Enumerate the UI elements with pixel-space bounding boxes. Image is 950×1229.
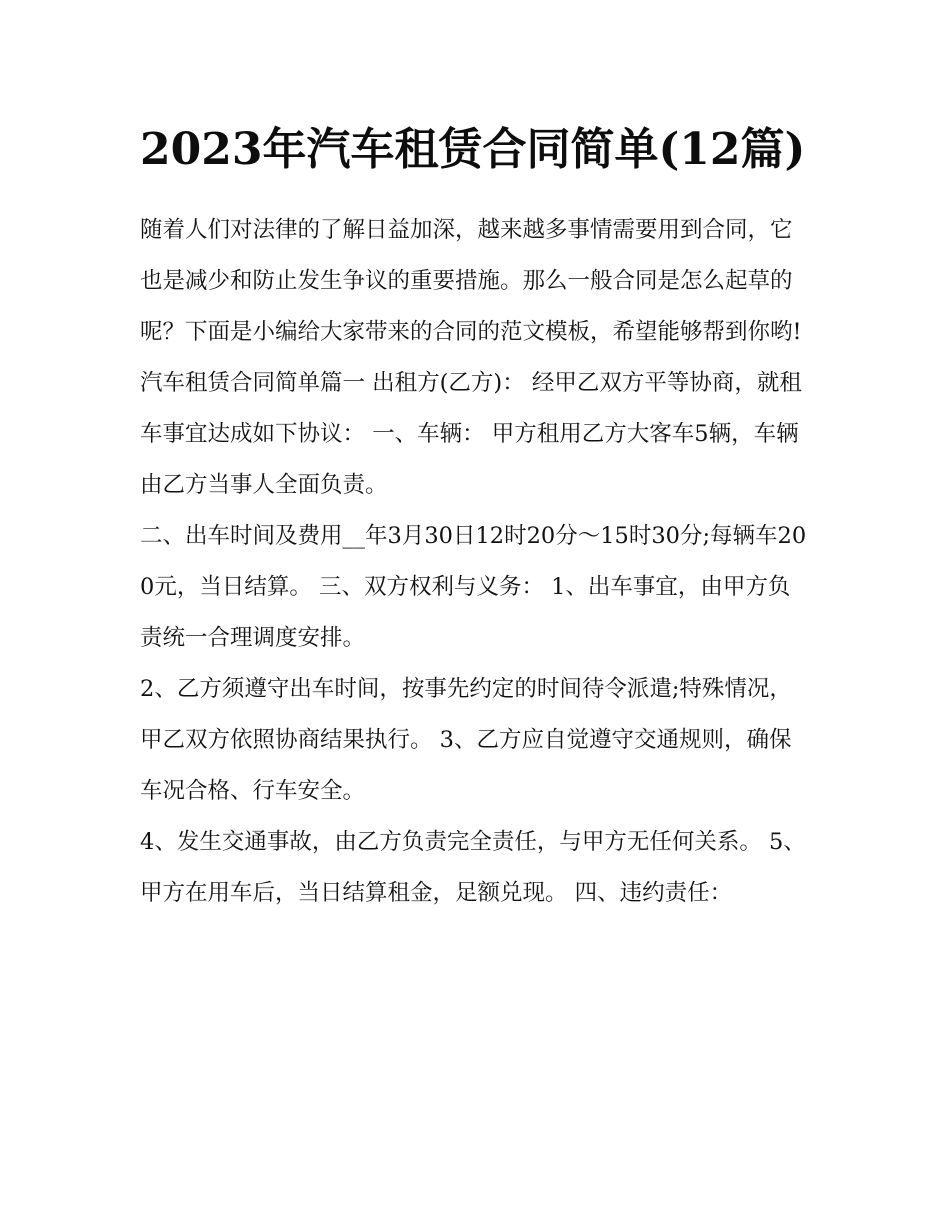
document-title: 2023年汽车租赁合同简单(12篇) (140, 124, 806, 175)
intro-paragraph: 随着人们对法律的了解日益加深，越来越多事情需要用到合同，它也是减少和防止发生争议的重要措施。那么一般合同是怎么起草的呢？下面是小编给大家带来的合同的范文模板，希望能够帮到你哟! (140, 217, 802, 345)
contract-paragraph-1: 汽车租赁合同简单篇一 出租方(乙方)： 经甲乙双方平等协商，就租车事宜达成如下协议： 一、车辆： 甲方租用乙方大客车5辆，车辆由乙方当事人全面负责。 (140, 370, 802, 498)
document-body (140, 112, 812, 919)
contract-paragraph-4: 4、发生交通事故，由乙方负责完全责任，与甲方无任何关系。 5、甲方在用车后，当日结算租金，足额兑现。 四、违约责任： (140, 829, 806, 906)
contract-paragraph-2: 二、出车时间及费用__年3月30日12时20分～15时30分;每辆车200元，当日结算。 三、双方权利与义务： 1、出车事宜，由甲方负责统一合理调度安排。 (140, 523, 807, 651)
contract-paragraph-3: 2、乙方须遵守出车时间，按事先约定的时间待令派遣;特殊情况，甲乙双方依照协商结果执行。 3、乙方应自觉遵守交通规则，确保车况合格、行车安全。 (140, 676, 792, 804)
